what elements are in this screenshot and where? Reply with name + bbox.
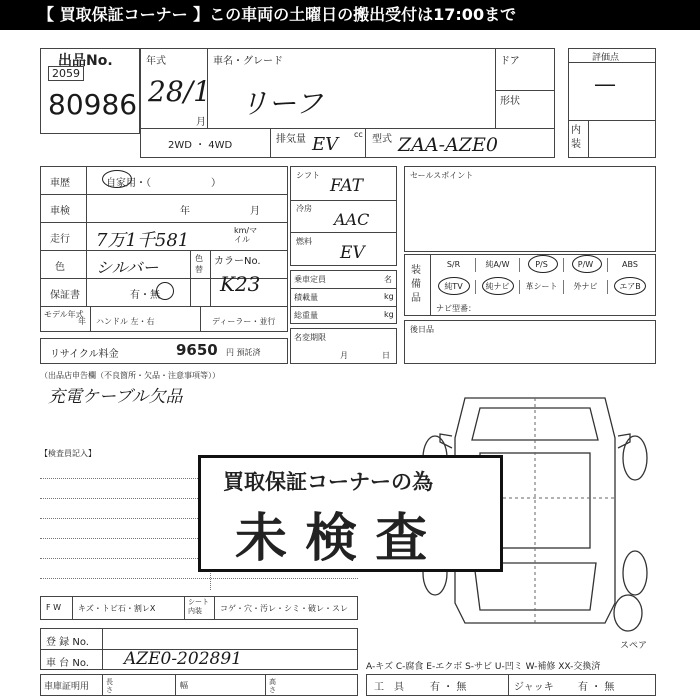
reg-label: 登 録 No. bbox=[46, 637, 89, 648]
circle-ps bbox=[528, 255, 558, 273]
lot-stamp-number: 2059 bbox=[48, 66, 84, 81]
mileage-value: 7万1千581 bbox=[96, 230, 190, 251]
eq-ext-navi: 外ナビ bbox=[564, 280, 608, 294]
name-change-month: 月 bbox=[340, 351, 348, 360]
colorno-label: カラーNo. bbox=[214, 256, 261, 267]
dealer-label: ディーラー・並行 bbox=[212, 317, 276, 326]
shape-label: 形状 bbox=[500, 96, 520, 107]
inspection-month-unit: 月 bbox=[250, 206, 260, 217]
eq-airbag: エアB bbox=[619, 282, 641, 291]
equipment-label: 装備品 bbox=[411, 265, 421, 304]
chassis-value: AZE0-202891 bbox=[124, 649, 242, 669]
warranty-label: 保証書 bbox=[50, 290, 80, 301]
drive-label: 2WD ・ 4WD bbox=[168, 140, 233, 151]
eq-pw: P/W bbox=[564, 258, 608, 272]
history-value: 自家用・（ ） bbox=[106, 178, 221, 189]
warranty-circle bbox=[156, 282, 174, 300]
fw-label: F W bbox=[46, 603, 62, 612]
length-label: 長さ bbox=[106, 678, 113, 694]
eq-sr: S/R bbox=[432, 258, 476, 272]
history-circle bbox=[102, 170, 132, 188]
fw-text: キズ・トビ石・割レX bbox=[78, 604, 156, 613]
name-change-day: 日 bbox=[382, 351, 390, 360]
stamp-line-2: 未 検 査 bbox=[235, 509, 428, 569]
load-unit: kg bbox=[384, 292, 394, 301]
capacity-label: 乗車定員 bbox=[294, 275, 326, 284]
circle-pw bbox=[572, 255, 602, 273]
shift-label: シフト bbox=[296, 171, 320, 180]
year-label: 年式 bbox=[146, 56, 166, 67]
fuel-label: 燃料 bbox=[296, 237, 312, 246]
color-change-label: 色替 bbox=[195, 254, 203, 274]
name-value: リーフ bbox=[240, 87, 323, 120]
inspection-label: 車検 bbox=[50, 206, 70, 217]
jack-label: ジャッキ bbox=[514, 682, 554, 693]
load-label: 積載量 bbox=[294, 293, 318, 302]
model-label: 型式 bbox=[372, 134, 392, 145]
circle-pure-navi bbox=[482, 277, 514, 295]
cc-unit: cc bbox=[354, 130, 363, 139]
color-label: 色 bbox=[55, 262, 65, 273]
tool-label: 工 具 bbox=[374, 682, 404, 693]
banner: 【 買取保証コーナー 】この車両の土曜日の搬出受付は17:00まで bbox=[0, 0, 700, 30]
lot-number: 80986 bbox=[48, 88, 138, 121]
grade-value: — bbox=[594, 72, 616, 97]
colorno-value: K23 bbox=[220, 272, 261, 296]
stamp-line-1: 買取保証コーナーの為 bbox=[223, 470, 433, 494]
grade-label: 評価点 bbox=[592, 53, 620, 63]
later-box bbox=[404, 320, 656, 364]
ac-label: 冷房 bbox=[296, 204, 312, 213]
eq-abs: ABS bbox=[622, 260, 638, 269]
name-change-label: 名変期限 bbox=[294, 333, 326, 342]
history-label: 車歴 bbox=[50, 178, 70, 189]
notes-label: （出品店申告欄（不良箇所・欠品・注意事項等）） bbox=[40, 371, 220, 380]
recycle-unit: 円 預託済 bbox=[226, 348, 261, 357]
uninspected-stamp bbox=[198, 455, 503, 572]
shift-value: FAT bbox=[330, 176, 364, 196]
navi-model-label: ナビ型番： bbox=[436, 304, 476, 313]
tool-value: 有 ・ 無 bbox=[430, 682, 467, 693]
chassis-label: 車 台 No. bbox=[46, 658, 89, 669]
interior-label: 内装 bbox=[571, 125, 581, 150]
notes-text: 充電ケーブル欠品 bbox=[48, 387, 183, 407]
eq-leather: 革シート bbox=[520, 280, 564, 294]
gross-unit: kg bbox=[384, 310, 394, 319]
recycle-label: リサイクル料金 bbox=[50, 349, 119, 360]
eq-pure-aw: 純A/W bbox=[476, 258, 520, 272]
ac-value: AAC bbox=[334, 210, 370, 229]
model-year-label: モデル年式 bbox=[44, 310, 84, 319]
spare-label: スペア bbox=[620, 641, 648, 651]
displacement-label: 排気量 bbox=[276, 134, 306, 145]
recycle-value: 9650 bbox=[176, 341, 218, 359]
later-label: 後日品 bbox=[410, 325, 434, 334]
damage-legend: A-キズ C-腐食 E-エクボ S-サビ U-凹ミ W-補修 XX-交換済 bbox=[366, 662, 601, 672]
mileage-label: 走行 bbox=[50, 234, 70, 245]
capacity-unit: 名 bbox=[384, 275, 392, 284]
gross-label: 総重量 bbox=[294, 311, 318, 320]
displacement-value: EV bbox=[312, 134, 339, 155]
year-value: 28/1 bbox=[148, 75, 211, 108]
inspection-year-unit: 年 bbox=[180, 206, 190, 217]
fuel-value: EV bbox=[340, 243, 365, 263]
model-value: ZAA-AZE0 bbox=[398, 134, 498, 156]
jack-value: 有 ・ 無 bbox=[578, 682, 615, 693]
month-unit: 月 bbox=[196, 117, 206, 128]
seat-label: シート内装 bbox=[188, 598, 209, 615]
warranty-value: 有・無 bbox=[130, 290, 160, 301]
lot-label: 出品No. bbox=[58, 53, 113, 69]
model-year-unit: 年 bbox=[78, 317, 86, 326]
width-label: 幅 bbox=[180, 681, 188, 690]
inspector-label: 【検査員記入】 bbox=[40, 449, 96, 458]
name-label: 車名・グレード bbox=[213, 56, 283, 67]
seat-text: コゲ・穴・汚レ・シミ・破レ・スレ bbox=[220, 604, 348, 613]
color-value: シルバー bbox=[96, 258, 159, 277]
eq-pure-navi: 純ナビ bbox=[476, 280, 520, 294]
height-label: 高さ bbox=[269, 678, 276, 694]
eq-pure-tv: 純TV bbox=[432, 280, 476, 294]
handle-label: ハンドル 左・右 bbox=[96, 317, 155, 326]
sales-label: セールスポイント bbox=[410, 171, 474, 180]
circle-airbag bbox=[614, 277, 646, 295]
garage-cert-label: 車庫証明用 bbox=[44, 682, 90, 692]
eq-ps: P/S bbox=[520, 258, 564, 272]
door-label: ドア bbox=[500, 56, 520, 67]
circle-pure-tv bbox=[438, 277, 470, 295]
mileage-km-unit: km/マイル bbox=[234, 226, 258, 244]
